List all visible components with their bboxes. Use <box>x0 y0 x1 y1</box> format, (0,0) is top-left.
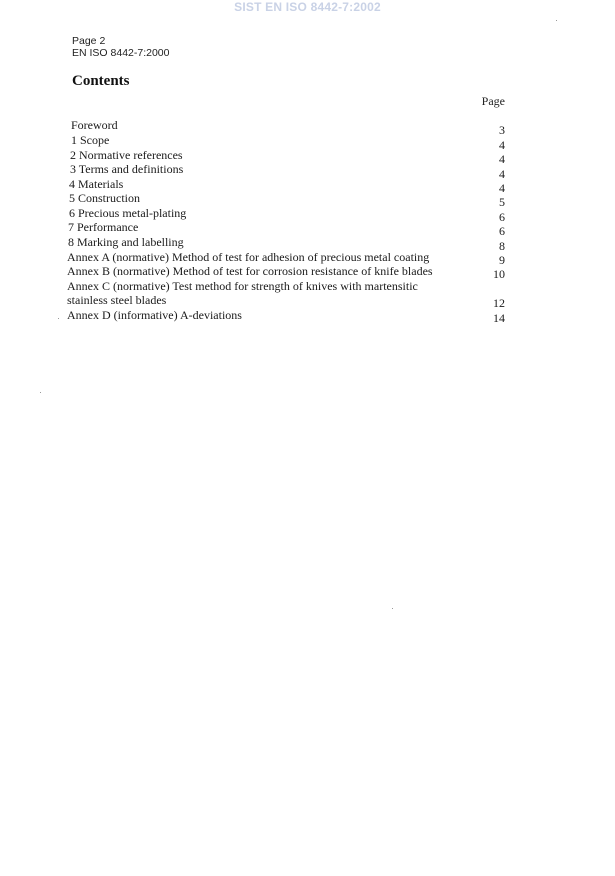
toc-entry-label: 2 Normative references <box>70 148 183 162</box>
toc-entry-page: 6 <box>499 210 505 224</box>
page-number-label: Page 2 <box>72 35 106 47</box>
toc-entry-page: 10 <box>493 267 505 281</box>
toc-entry-label: 3 Terms and definitions <box>70 162 184 176</box>
scan-speck <box>556 20 557 21</box>
toc-entry-page: 8 <box>499 239 505 253</box>
contents-title: Contents <box>72 73 130 89</box>
toc-entry-label: Foreword <box>71 118 118 132</box>
toc-entry-label: 1 Scope <box>71 133 110 147</box>
toc-entry-label: 5 Construction <box>69 191 140 205</box>
scan-speck <box>392 608 393 609</box>
toc-entry-label: 8 Marking and labelling <box>68 235 184 249</box>
toc-entry-label: Annex C (normative) Test method for strength of knives with martensitic <box>67 279 418 293</box>
toc-entry-page: 4 <box>499 167 505 181</box>
toc-entry-label-continued: stainless steel blades <box>67 293 167 307</box>
scan-speck <box>40 392 41 393</box>
toc-entry-label: Annex B (normative) Method of test for corrosion resistance of knife blades <box>67 264 433 278</box>
toc-entry-page: 12 <box>493 296 505 310</box>
toc-entry-page: 4 <box>499 152 505 166</box>
toc-entry-label: Annex A (normative) Method of test for adhesion of precious metal coating <box>67 250 430 264</box>
toc-entry-page: 4 <box>499 138 505 152</box>
toc-entry-label: Annex D (informative) A-deviations <box>67 308 242 322</box>
page-header <box>72 35 169 59</box>
toc-entry-page: 3 <box>499 123 505 137</box>
page-column-label: Page <box>481 94 505 108</box>
toc-entry-page: 14 <box>493 311 505 325</box>
toc-entry-label: 4 Materials <box>69 177 124 191</box>
toc-entry-page: 9 <box>499 253 505 267</box>
watermark: SIST EN ISO 8442-7:2002 <box>234 0 381 14</box>
toc-entry-label: 6 Precious metal-plating <box>69 206 187 220</box>
toc-entry-label: 7 Performance <box>68 220 139 234</box>
scan-speck <box>58 318 59 319</box>
document-id: EN ISO 8442-7:2000 <box>72 47 170 59</box>
toc-entry-page: 5 <box>499 195 505 209</box>
toc-entry-page: 4 <box>499 181 505 195</box>
toc-entry-page: 6 <box>499 224 505 238</box>
